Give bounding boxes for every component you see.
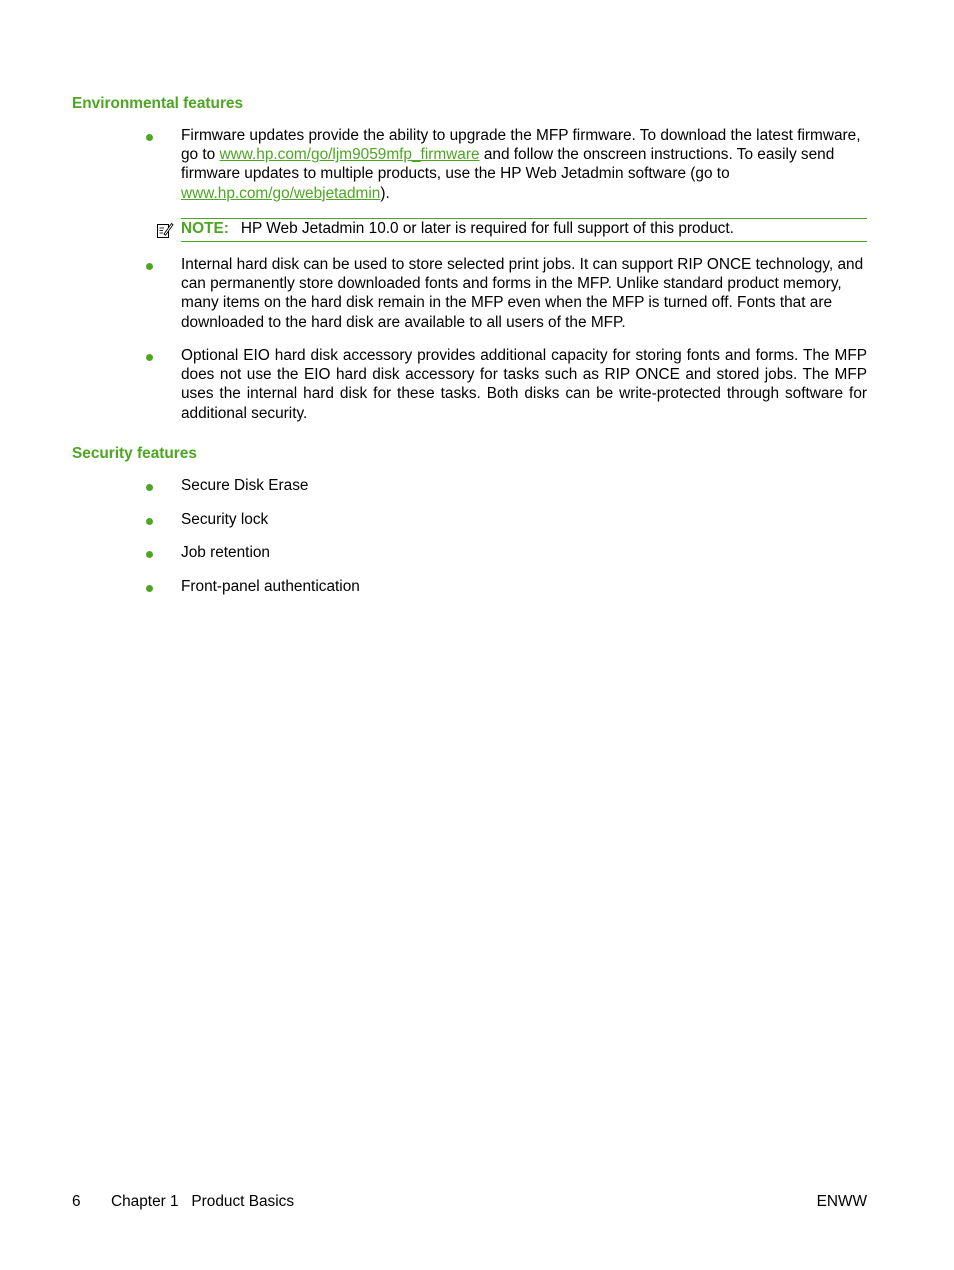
bullet-icon [146, 134, 153, 141]
bullet-icon [146, 354, 153, 361]
item-text: Secure Disk Erase [181, 477, 309, 494]
item-text: and follow the onscreen instructions. To easily send firmware updates to multiple products, use the HP Web Jetadmin software (go to [181, 146, 835, 183]
doc-code: ENWW [816, 1193, 867, 1210]
note-box [181, 218, 867, 242]
item-text: Internal hard disk can be used to store selected print jobs. It can support RIP ONCE technology, and can permanently store downloaded fonts and forms in the MFP. Unlike standard product memory, many items on the hard disk remain in the MFP even when the MFP is turned off. Fonts that are downloaded to the hard disk are available to all users of the MFP. [181, 256, 864, 331]
bullet-icon [146, 518, 153, 525]
bullet-icon [146, 551, 153, 558]
chapter-title: Chapter 1 Product Basics [111, 1193, 295, 1210]
item-text: Optional EIO hard disk accessory provides additional capacity for storing fonts and forms. The MFP does not use the EIO hard disk accessory for tasks such as RIP ONCE and stored jobs. The MFP uses the internal hard disk for these tasks. Both disks can be write-protected through software for additional security. [181, 347, 867, 422]
section-heading-environmental: Environmental features [72, 95, 244, 112]
firmware-link[interactable]: www.hp.com/go/ljm9059mfp_firmware [219, 146, 480, 164]
bullet-icon [146, 263, 153, 270]
item-text: Front-panel authentication [181, 578, 360, 595]
bullet-icon [146, 484, 153, 491]
page-footer [72, 1192, 867, 1212]
note-pencil-icon [156, 221, 174, 239]
page-number: 6 [72, 1193, 81, 1210]
item-text: Security lock [181, 511, 269, 528]
item-text: Job retention [181, 544, 270, 561]
bullet-icon [146, 585, 153, 592]
item-text: ). [380, 184, 390, 202]
item-text: Firmware updates provide the ability to upgrade the MFP firmware. To download the latest firmware, go to [181, 127, 861, 164]
webjetadmin-link[interactable]: www.hp.com/go/webjetadmin [181, 184, 381, 202]
section-heading-security: Security features [72, 445, 197, 462]
note-text: HP Web Jetadmin 10.0 or later is required for full support of this product. [240, 220, 734, 237]
note-label: NOTE: [181, 220, 229, 237]
